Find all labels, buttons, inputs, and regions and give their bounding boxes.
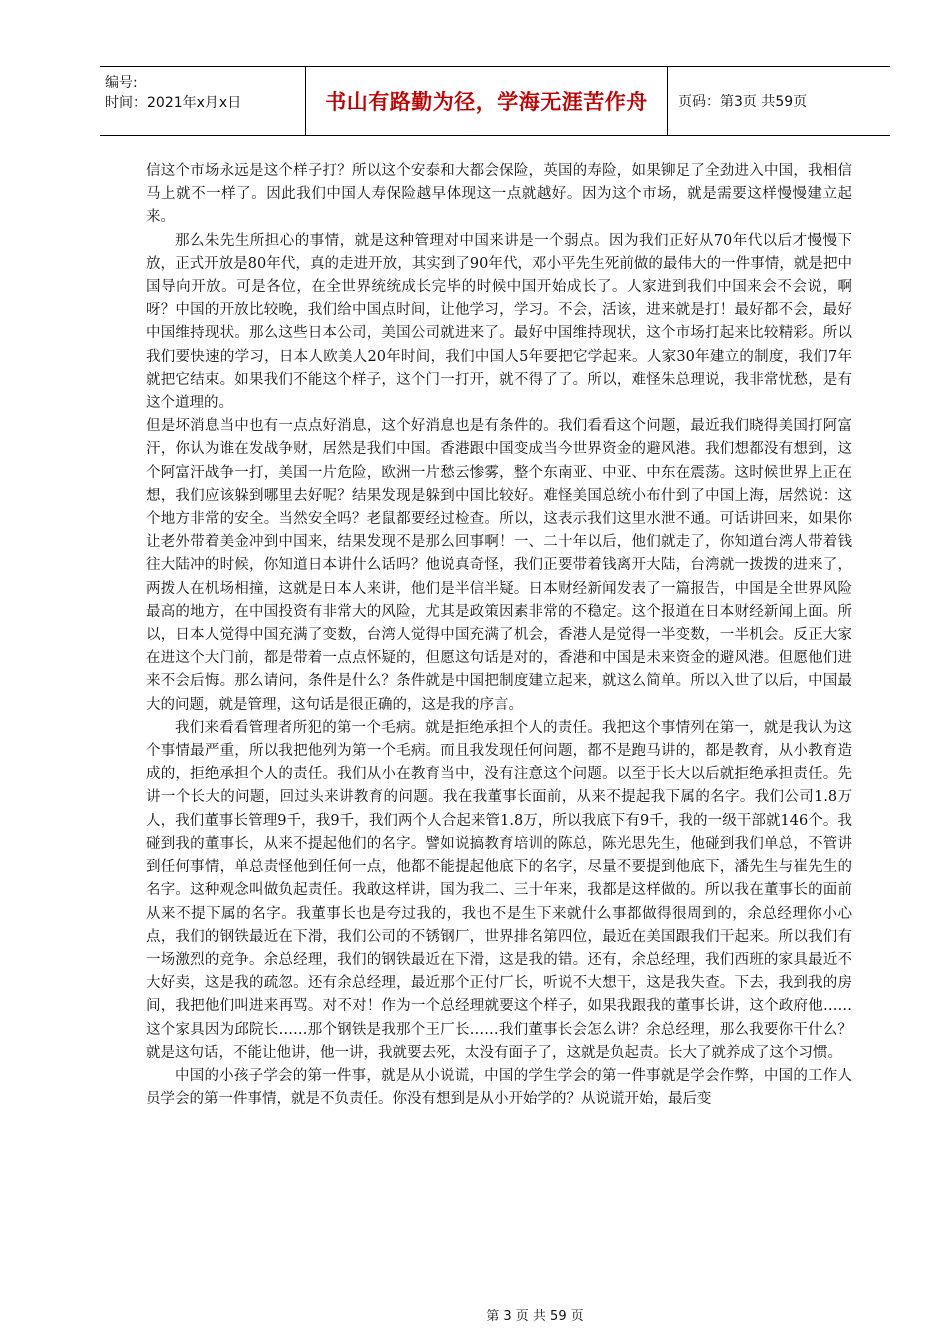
paragraph: 中国的小孩子学会的第一件事，就是从小说谎，中国的学生学会的第一件事就是学会作弊，中国的工作人员学会的第一件事情，就是不负责任。你没有想到是从小开始学的？从说谎开始，最后变: [146, 1067, 852, 1108]
doc-number-label: 编号:: [105, 75, 138, 91]
header-meta: [100, 67, 306, 135]
header-page-info: 页码：第3页 共59页: [678, 94, 808, 110]
doc-time-label: 时间：2021年x月x日: [105, 95, 242, 111]
document-body: [146, 160, 852, 1111]
paragraph: 信这个市场永远是这个样子打？所以这个安泰和大都会保险，英国的寿险，如果铆足了全劲进入中国，我相信马上就不一样了。因此我们中国人寿保险越早体现这一点就越好。因为这个市场，就是需要这样慢慢建立起来。: [146, 163, 852, 226]
page-footer: 第 3 页 共 59 页: [486, 1309, 584, 1324]
paragraph: 那么朱先生所担心的事情，就是这种管理对中国来讲是一个弱点。因为我们正好从70年代以后才慢慢下放，正式开放是80年代，真的走进开放，其实到了90年代，邓小平先生死前做的最伟大的一件事情，就是把中国导向开放。可是各位，在全世界统统成长完毕的时候中国开始成长了。人家进到我们中国来会不会说，啊呀？中国的开放比较晚，我们给中国点时间，让他学习，学习。不会，活该，进来就是打！最好都不会，最好中国维持现状。那么这些日本公司，美国公司就进来了。最好中国维持现状，这个市场打起来比较精彩。所以我们要快速的学习，日本人欧美人20年时间，我们中国人5年要把它学起来。人家30年建立的制度，我们7年就把它结束。如果我们不能这个样子，这个门一打开，就不得了了。所以，难怪朱总理说，我非常忧愁，是有这个道理的。: [146, 232, 852, 412]
header-motto: 书山有路勤为径，学海无涯苦作舟: [306, 67, 668, 135]
paragraph: 但是坏消息当中也有一点点好消息，这个好消息也是有条件的。我们看看这个问题，最近我们晓得美国打阿富汗，你认为谁在发战争财，居然是我们中国。香港跟中国变成当今世界资金的避风港。我们想都没有想到，这个阿富汗战争一打，美国一片危险，欧洲一片愁云惨雾，整个东南亚、中亚、中东在震荡。这时候世界上正在想，我们应该躲到哪里去好呢？结果发现是躲到中国比较好。难怪美国总统小布什到了中国上海，居然说：这个地方非常的安全。当然安全吗？老鼠都要经过检查。所以，这表示我们这里水泄不通。可话讲回来，如果你让老外带着美金冲到中国来，结果发现不是那么回事啊！一、二十年以后，他们就走了，你知道台湾人带着钱往大陆冲的时候，你知道日本讲什么话吗？他说真奇怪，我们正要带着钱离开大陆，台湾就一拨拨的进来了，两拨人在机场相撞，这就是日本人来讲，他们是半信半疑。日本财经新闻发表了一篇报告，中国是全世界风险最高的地方，在中国投资有非常大的风险，尤其是政策因素非常的不稳定。这个报道在日本财经新闻上面。所以，日本人觉得中国充满了变数，台湾人觉得中国充满了机会，香港人是觉得一半变数，一半机会。反正大家在进这个大门前，都是带着一点点怀疑的，但愿这句话是对的，香港和中国是未来资金的避风港。但愿他们进来不会后悔。那么请问，条件是什么？条件就是中国把制度建立起来，就这么简单。所以入世了以后，中国最大的问题，就是管理，这句话是很正确的，这是我的序言。: [146, 418, 852, 713]
page-header: [100, 66, 890, 136]
paragraph: 我们来看看管理者所犯的第一个毛病。就是拒绝承担个人的责任。我把这个事情列在第一，就是我认为这个事情最严重，所以我把他列为第一个毛病。而且我发现任何问题，都不是跑马讲的，都是教育，从小教育造成的，拒绝承担个人的责任。我们从小在教育当中，没有注意这个问题。以至于长大以后就拒绝承担责任。先讲一个长大的问题，回过头来讲教育的问题。我在我董事长面前，从来不提起我下属的名字。我们公司1.8万人，我们董事长管理9千，我9千，我们两个人合起来管1.8万，所以我底下有9千，我的一级干部就146个。我碰到我的董事长，从来不提起他们的名字。譬如说搞教育培训的陈总，陈光思先生，他碰到我们单总，不管讲到任何事情，单总责怪他到任何一点，他都不能提起他底下的名字，尽量不要提到他底下，潘先生与崔先生的名字。这种观念叫做负起责任。我敢这样讲，国为我二、三十年来，我都是这样做的。所以我在董事长的面前从来不提下属的名字。我董事长也是夸过我的，我也不是生下来就什么事都做得很周到的，余总经理你小心点，我们的钢铁最近在下滑，我们公司的不锈钢厂，世界排名第四位，最近在美国跟我们干起来。所以我们有一场激烈的竞争。余总经理，我们的钢铁最近在下滑，这是我的错。还有，余总经理，我们西班的家具最近不大好卖，这是我的疏忽。还有余总经理，最近那个正付厂长，听说不大想干，这是我失查。下去，我到我的房间，我把他们叫进来再骂。对不对！作为一个总经理就要这个样子，如果我跟我的董事长讲，这个政府他……这个家具因为邱院长……那个钢铁是我那个王厂长……我们董事长会怎么讲？余总经理，那么我要你干什么？就是这句话，不能让他讲，他一讲，我就要去死，太没有面子了，这就是负起责。长大了就养成了这个习惯。: [146, 719, 852, 1061]
